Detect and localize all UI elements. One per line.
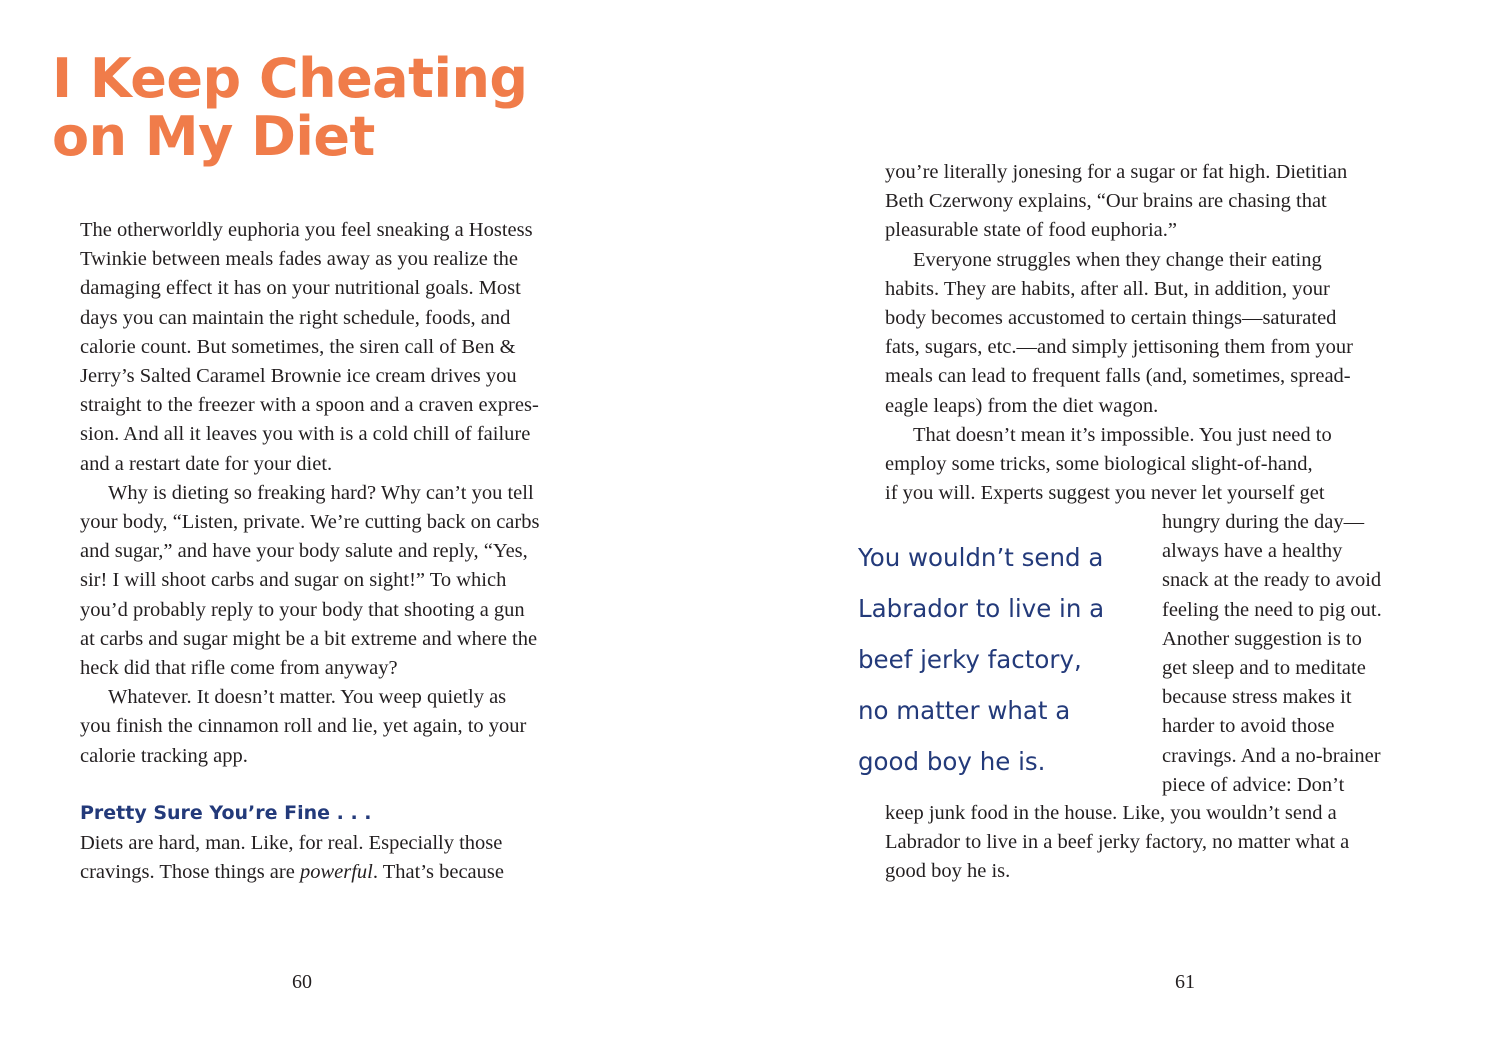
pull-quote-line: no matter what a (858, 696, 1071, 725)
text-line: harder to avoid those (1162, 715, 1335, 738)
text-line: snack at the ready to avoid (1162, 569, 1382, 592)
text-line: calorie count. But sometimes, the siren call of Ben & (80, 335, 516, 358)
text-line: keep junk food in the house. Like, you wouldn’t send a (885, 802, 1337, 824)
text-line: Beth Czerwony explains, “Our brains are chasing that (885, 190, 1327, 213)
text-line: cravings. And a no-brainer (1162, 744, 1381, 767)
text-line: body becomes accustomed to certain things—saturated (885, 307, 1337, 330)
text-line: because stress makes it (1162, 686, 1352, 709)
text-line: Everyone struggles when they change their eating (913, 248, 1322, 271)
chapter-title-line: on My Diet (52, 105, 375, 168)
left-column-text (80, 216, 620, 771)
chapter-title (52, 47, 528, 168)
paragraph (80, 683, 620, 771)
text-line: sion. And all it leaves you with is a cold chill of failure (80, 423, 531, 446)
chapter-title-line: I Keep Cheating (52, 47, 528, 110)
paragraph (80, 829, 640, 887)
paragraph (80, 479, 620, 683)
text-line: you finish the cinnamon roll and lie, yet again, to your (80, 715, 527, 738)
text-line: Twinkie between meals fades away as you realize the (80, 248, 518, 271)
text-line: good boy he is. (885, 860, 1011, 883)
text-line: straight to the freezer with a spoon and a craven expres- (80, 394, 539, 417)
text-line: Labrador to live in a beef jerky factory, no matter what a (885, 831, 1350, 854)
paragraph (885, 421, 1425, 509)
text-line: you’re literally jonesing for a sugar or fat high. Dietitian (885, 161, 1348, 183)
text-line: you’d probably reply to your body that shooting a gun (80, 598, 525, 621)
text-line: and sugar,” and have your body salute and reply, “Yes, (80, 540, 528, 563)
paragraph-end (885, 799, 1425, 887)
emphasis-text: powerful (299, 861, 373, 884)
text-line: Diets are hard, man. Like, for real. Especially those (80, 832, 503, 854)
text-line: Whatever. It doesn’t matter. You weep quietly as (108, 686, 507, 709)
pull-quote-line: Labrador to live in a (858, 594, 1105, 623)
right-wrapped-text (1162, 508, 1432, 800)
section-subheading: Pretty Sure You’re Fine . . . (80, 802, 372, 824)
right-column-text-end (885, 799, 1425, 887)
paragraph (80, 216, 620, 479)
text-line: damaging effect it has on your nutritional goals. Most (80, 277, 521, 300)
pull-quote-line: You wouldn’t send a (858, 543, 1104, 572)
text-line: piece of advice: Don’t (1162, 773, 1345, 796)
paragraph-wrap (1162, 508, 1432, 800)
page-number: 61 (1175, 971, 1195, 993)
pull-quote (858, 532, 1148, 787)
text-line: days you can maintain the right schedule, foods, and (80, 306, 511, 329)
right-column-text (885, 158, 1425, 508)
text-line: if you will. Experts suggest you never let yourself get (885, 482, 1325, 505)
paragraph (885, 246, 1425, 421)
text-line: hungry during the day— (1162, 511, 1365, 533)
text-line: eagle leaps) from the diet wagon. (885, 394, 1159, 417)
text-run: . That’s because (372, 861, 504, 884)
text-line: That doesn’t mean it’s impossible. You just need to (913, 423, 1332, 446)
text-line: meals can lead to frequent falls (and, sometimes, spread- (885, 365, 1351, 388)
text-line: Why is dieting so freaking hard? Why can’t you tell (108, 481, 534, 504)
text-run: cravings. Those things are (80, 861, 300, 884)
text-line: Jerry’s Salted Caramel Brownie ice cream drives you (80, 365, 517, 388)
text-line: heck did that rifle come from anyway? (80, 657, 398, 680)
text-line: pleasurable state of food euphoria.” (885, 219, 1178, 242)
pull-quote-line: good boy he is. (858, 747, 1046, 776)
text-line: always have a healthy (1162, 540, 1343, 563)
pull-quote-line: beef jerky factory, (858, 645, 1082, 674)
text-line: sir! I will shoot carbs and sugar on sight!” To which (80, 569, 507, 592)
text-line: The otherworldly euphoria you feel sneaking a Hostess (80, 219, 533, 241)
paragraph (885, 158, 1425, 246)
text-line: Another suggestion is to (1162, 627, 1362, 650)
text-line: your body, “Listen, private. We’re cutting back on carbs (80, 511, 540, 534)
left-column-text-continued (80, 829, 640, 887)
text-line (80, 858, 640, 887)
text-line: employ some tricks, some biological slight-of-hand, (885, 453, 1313, 476)
text-line: habits. They are habits, after all. But, in addition, your (885, 277, 1330, 300)
text-line: calorie tracking app. (80, 744, 248, 767)
right-page (750, 0, 1500, 1042)
text-line: fats, sugars, etc.—and simply jettisoning them from your (885, 336, 1354, 359)
text-line: feeling the need to pig out. (1162, 598, 1382, 621)
text-line: at carbs and sugar might be a bit extreme and where the (80, 627, 538, 650)
text-line: and a restart date for your diet. (80, 452, 333, 475)
text-line: get sleep and to meditate (1162, 657, 1366, 680)
page-number: 60 (292, 971, 312, 993)
